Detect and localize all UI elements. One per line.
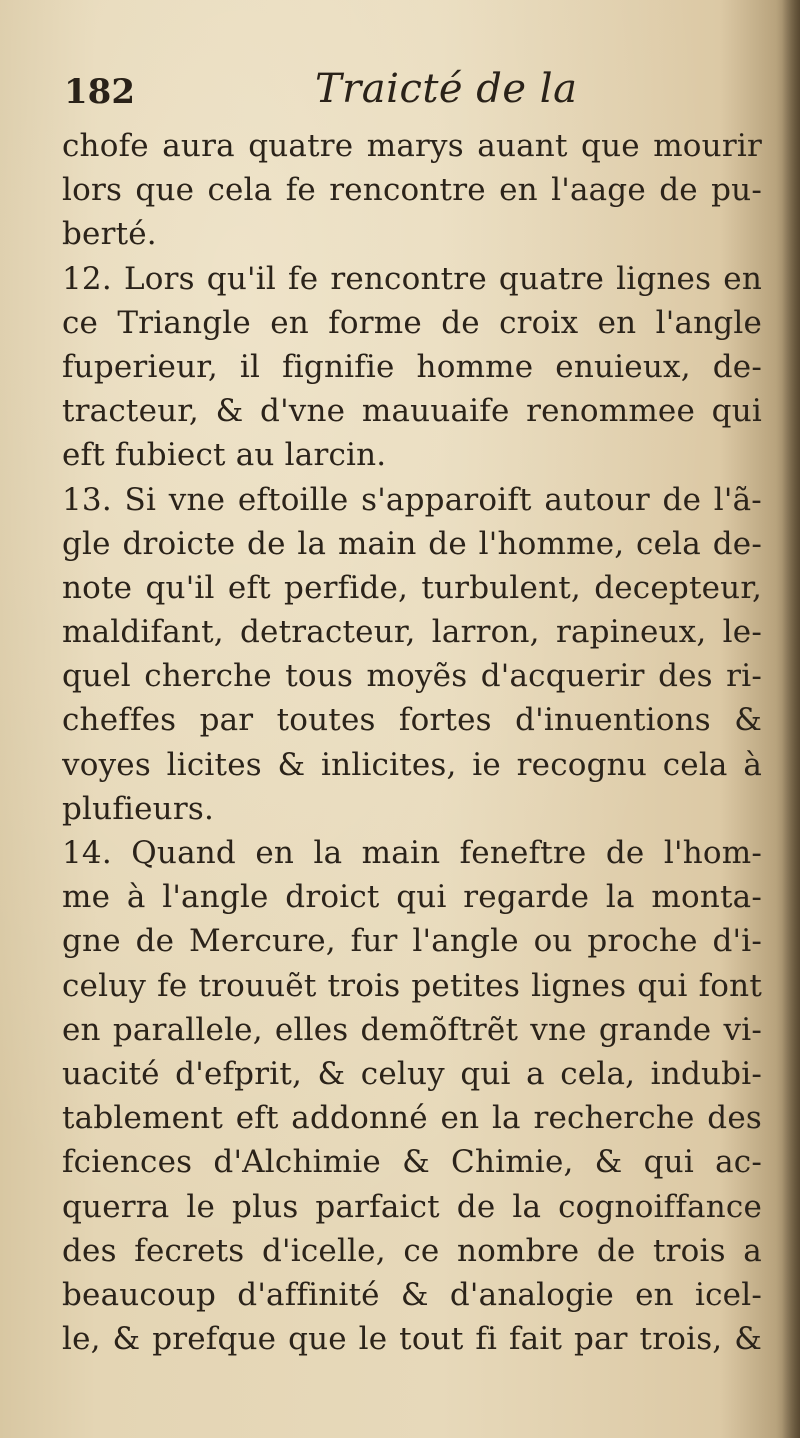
text-line: me à l'angle droict qui regarde la monta-: [62, 879, 762, 916]
text-line: 13. Si vne eftoille s'apparoift autour de l'ã-: [62, 481, 762, 518]
text-line: fciences d'Alchimie & Chimie, & qui ac-: [62, 1144, 762, 1181]
text-body: [62, 124, 762, 1361]
text-line: eft fubiect au larcin.: [62, 437, 387, 474]
text-line: plufieurs.: [62, 790, 215, 827]
text-line: uacité d'efprit, & celuy qui a cela, indubi-: [62, 1055, 762, 1092]
text-line: 14. Quand en la main feneftre de l'hom-: [62, 835, 762, 871]
text-line: ce Triangle en forme de croix en l'angle: [62, 304, 762, 341]
text-line: chofe aura quatre marys auant que mourir: [62, 128, 762, 164]
text-line: berté.: [62, 216, 157, 253]
text-line: lors que cela fe rencontre en l'aage de pu-: [62, 172, 762, 209]
text-line: tablement eft addonné en la recherche des: [62, 1100, 762, 1137]
text-line: gle droicte de la main de l'homme, cela de-: [62, 525, 762, 562]
text-line: celuy fe trouuẽt trois petites lignes qui font: [62, 967, 762, 1004]
text-line: des fecrets d'icelle, ce nombre de trois a: [62, 1232, 762, 1269]
text-line: gne de Mercure, fur l'angle ou proche d'i-: [62, 923, 762, 960]
text-line: beaucoup d'affinité & d'analogie en icel-: [62, 1276, 762, 1313]
running-title: Traicté de la: [315, 66, 578, 112]
text-line: voyes licites & inlicites, ie recognu cela à: [62, 746, 762, 783]
text-line: quel cherche tous moyẽs d'acquerir des ri-: [62, 658, 762, 695]
text-line: le, & prefque que le tout fi fait par trois, &: [62, 1321, 762, 1358]
page-number: 182: [64, 72, 135, 112]
text-line: querra le plus parfaict de la cognoiffance: [62, 1188, 762, 1225]
text-line: maldifant, detracteur, larron, rapineux, le-: [62, 614, 762, 651]
text-line: note qu'il eft perfide, turbulent, decepteur,: [62, 569, 762, 606]
text-line: 12. Lors qu'il fe rencontre quatre lignes en: [62, 260, 762, 297]
text-line: tracteur, & d'vne mauuaife renommee qui: [62, 393, 762, 430]
page-header: [60, 62, 750, 122]
text-line: cheffes par toutes fortes d'inuentions &: [62, 702, 762, 739]
text-line: fuperieur, il fignifie homme enuieux, de-: [62, 348, 762, 385]
text-line: en parallele, elles demõftrẽt vne grande vi-: [62, 1011, 762, 1048]
